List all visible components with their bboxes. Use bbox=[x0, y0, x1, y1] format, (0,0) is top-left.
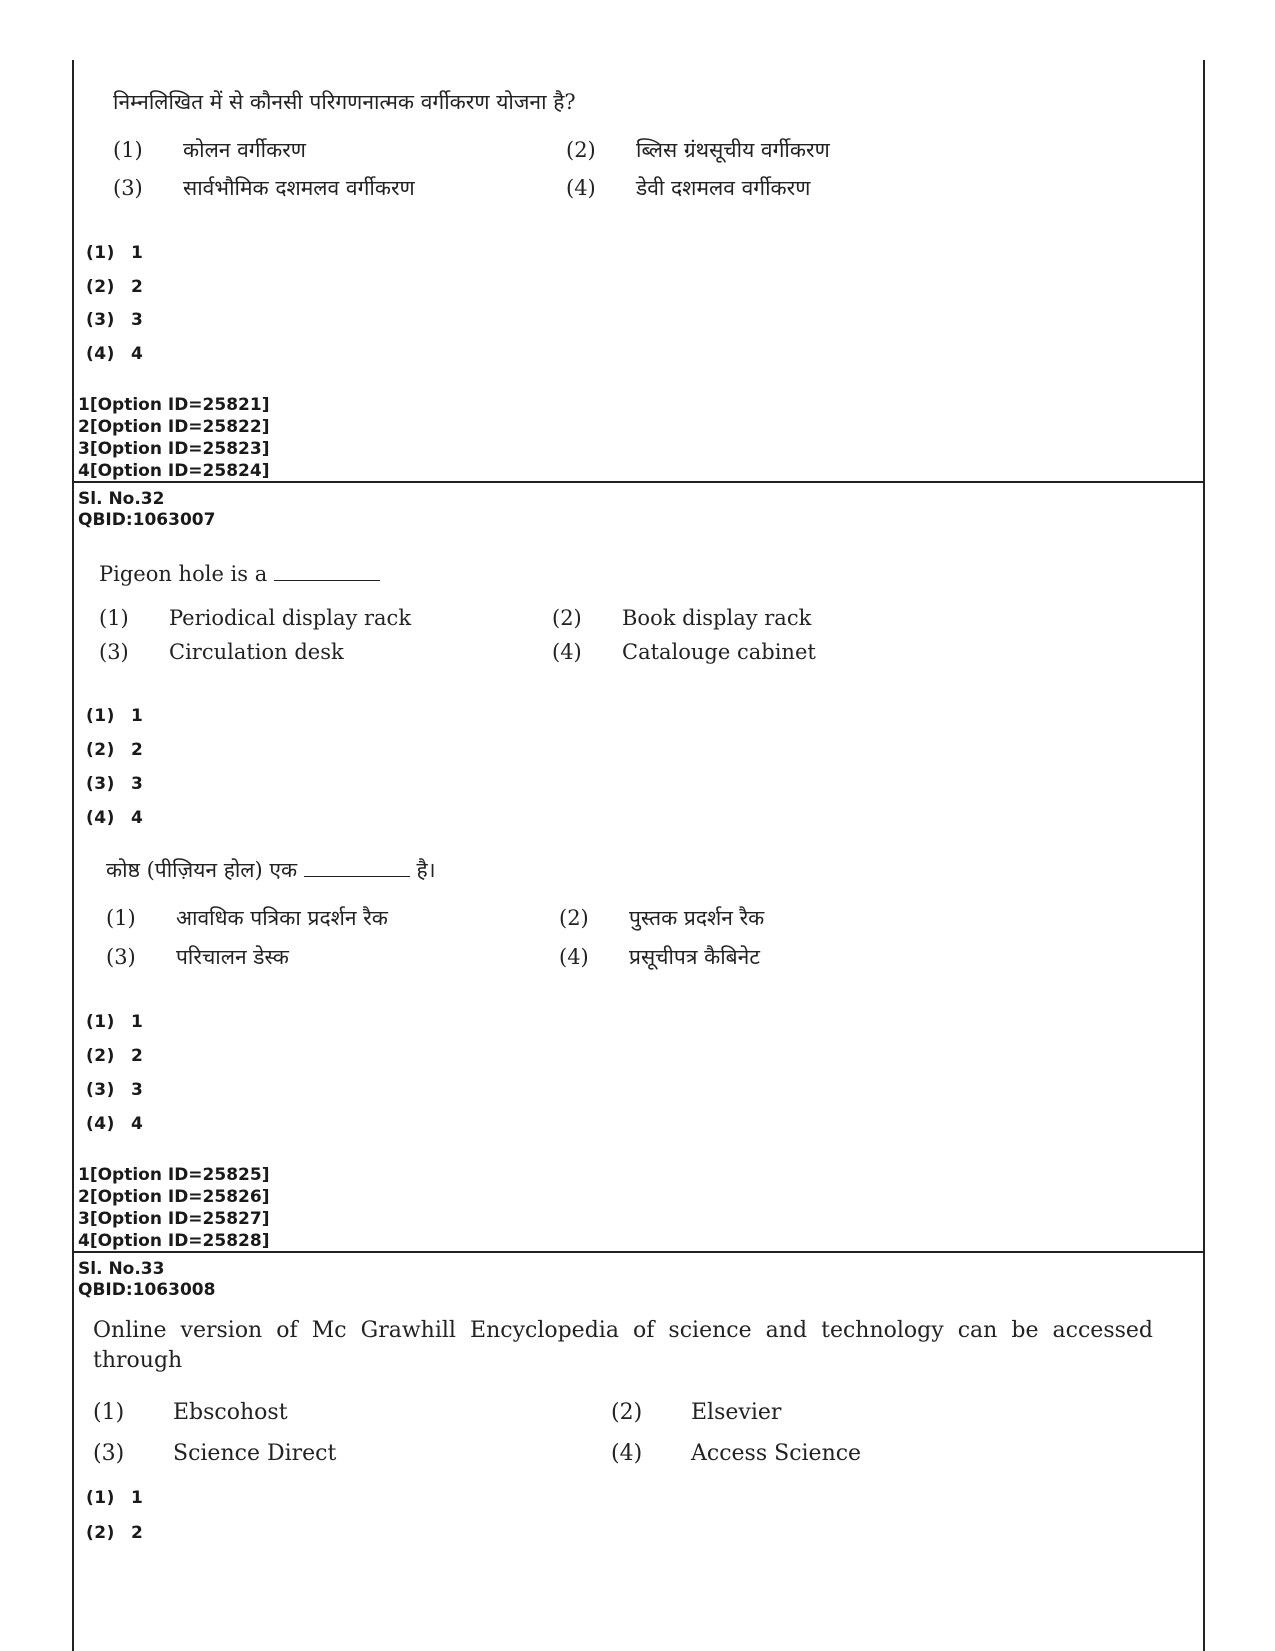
q33-question: Online version of Mc Grawhill Encyclopedia of science and technology can be accessed through bbox=[93, 1318, 1153, 1373]
q33-option-3: (3) Science Direct bbox=[93, 1441, 337, 1466]
q32-hindi-answer-4: (4) 4 bbox=[86, 1114, 144, 1134]
q33-option-2: (2) Elsevier bbox=[611, 1400, 782, 1425]
q32-hindi-option-2: (2) पुस्तक प्रदर्शन रैक bbox=[559, 906, 765, 930]
q32-answer-2: (2) 2 bbox=[86, 740, 144, 760]
q32-hindi-answer-1: (1) 1 bbox=[86, 1012, 144, 1032]
q32-answer-4: (4) 4 bbox=[86, 808, 144, 828]
q31-hindi-question: निम्नलिखित में से कौनसी परिगणनात्मक वर्गीकरण योजना है? bbox=[113, 90, 576, 114]
q32-sl-no: Sl. No.32 bbox=[78, 489, 165, 509]
q32-hindi-blank bbox=[304, 858, 410, 877]
q31-answer-1: (1) 1 bbox=[86, 243, 144, 263]
q32-blank bbox=[274, 562, 380, 581]
q33-option-1: (1) Ebscohost bbox=[93, 1400, 288, 1425]
q31-answer-4: (4) 4 bbox=[86, 344, 144, 364]
left-border bbox=[72, 60, 74, 1651]
q31-hindi-option-3: (3) सार्वभौमिक दशमलव वर्गीकरण bbox=[113, 176, 415, 200]
q31-answer-3: (3) 3 bbox=[86, 310, 144, 330]
q33-meta bbox=[78, 1259, 215, 1301]
q32-qbid: QBID:1063007 bbox=[78, 510, 216, 530]
q33-qbid: QBID:1063008 bbox=[78, 1280, 216, 1300]
divider-q31-q32 bbox=[72, 481, 1205, 483]
q32-option-2: (2) Book display rack bbox=[552, 606, 812, 630]
q33-answer-1: (1) 1 bbox=[86, 1488, 144, 1508]
q32-hindi-option-1: (1) आवधिक पत्रिका प्रदर्शन रैक bbox=[106, 906, 388, 930]
q32-hindi-option-3: (3) परिचालन डेस्क bbox=[106, 945, 289, 969]
q32-option-ids: 1[Option ID=25825] 2[Option ID=25826] 3[Option ID=25827] 4[Option ID=25828] bbox=[78, 1165, 270, 1251]
q32-question: Pigeon hole is a bbox=[99, 562, 380, 586]
q33-answer-2: (2) 2 bbox=[86, 1523, 144, 1543]
q32-option-1: (1) Periodical display rack bbox=[99, 606, 412, 630]
q33-sl-no: Sl. No.33 bbox=[78, 1259, 165, 1279]
q31-option-ids: 1[Option ID=25821] 2[Option ID=25822] 3[Option ID=25823] 4[Option ID=25824] bbox=[78, 395, 270, 481]
q32-hindi-question: कोष्ठ (पीज़ियन होल) एक है। bbox=[106, 858, 436, 882]
q32-hindi-answer-2: (2) 2 bbox=[86, 1046, 144, 1066]
q32-hindi-answer-3: (3) 3 bbox=[86, 1080, 144, 1100]
q33-option-4: (4) Access Science bbox=[611, 1441, 862, 1466]
right-border bbox=[1203, 60, 1205, 1651]
q32-hindi-option-4: (4) प्रसूचीपत्र कैबिनेट bbox=[559, 945, 760, 969]
q32-answer-3: (3) 3 bbox=[86, 774, 144, 794]
q32-option-3: (3) Circulation desk bbox=[99, 640, 344, 664]
q31-hindi-option-2: (2) ब्लिस ग्रंथसूचीय वर्गीकरण bbox=[566, 138, 830, 162]
divider-q32-q33 bbox=[72, 1251, 1205, 1253]
q32-option-4: (4) Catalouge cabinet bbox=[552, 640, 816, 664]
q31-answer-2: (2) 2 bbox=[86, 277, 144, 297]
q32-answer-1: (1) 1 bbox=[86, 706, 144, 726]
q31-hindi-option-4: (4) डेवी दशमलव वर्गीकरण bbox=[566, 176, 811, 200]
q32-meta bbox=[78, 489, 215, 531]
q31-hindi-option-1: (1) कोलन वर्गीकरण bbox=[113, 138, 306, 162]
